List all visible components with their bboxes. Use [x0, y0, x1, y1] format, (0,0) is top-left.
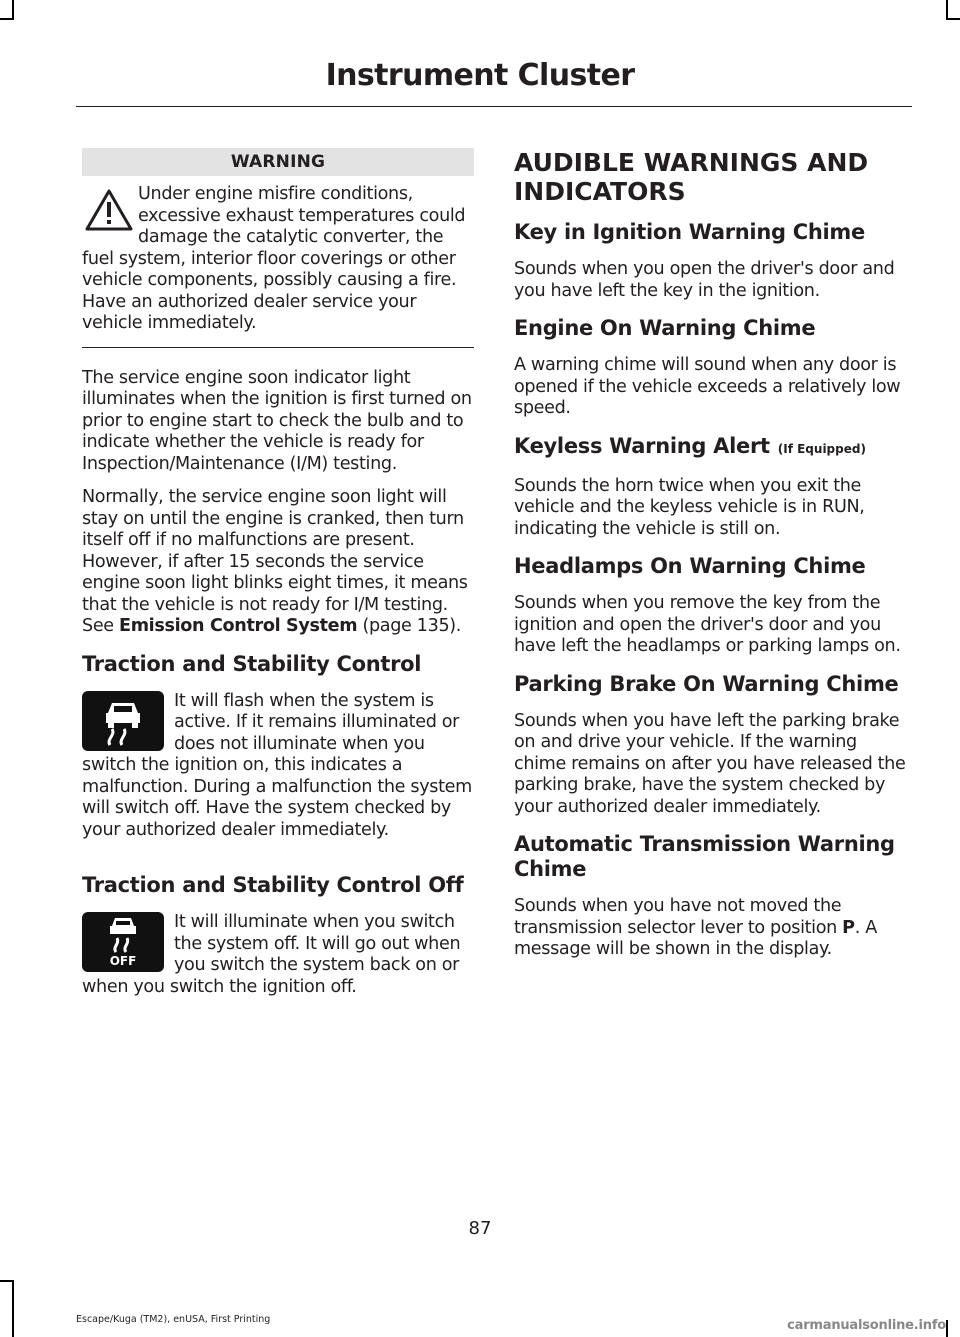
emission-control-link[interactable]: Emission Control System	[119, 616, 358, 636]
warning-heading: WARNING	[82, 148, 474, 176]
right-column	[514, 148, 910, 973]
crop-mark	[0, 18, 14, 20]
crop-mark	[12, 0, 14, 18]
chime-text: Sounds when you have left the parking brake on and drive your vehicle. If the warning chime remains on after you have released the parking brake, have the system checked by your authorized dealer immediately.	[514, 710, 906, 817]
chime-heading	[514, 554, 910, 579]
service-engine-paragraph-1: The service engine soon indicator light illuminates when the ignition is first turned on prior to engine start to check the bulb and to indicate whether the vehicle is ready for Inspection/Maintenance (I/M) testing.	[82, 367, 472, 474]
header-rule	[76, 106, 912, 107]
crop-mark	[12, 1280, 14, 1337]
traction-off-heading: Traction and Stability Control Off	[82, 873, 464, 897]
heading-text: Keyless Warning Alert	[514, 433, 770, 458]
watermark: carmanualsonline.info	[787, 1318, 946, 1333]
service-engine-paragraph-2	[82, 487, 474, 638]
crop-mark	[946, 1320, 948, 1337]
text-part: Sounds when you have not moved the transmission selector lever to position	[514, 896, 842, 938]
chime-heading	[514, 672, 910, 697]
text-part: . A message will be shown in the display.	[514, 917, 877, 959]
chime-text: Sounds when you open the driver's door and you have left the key in the ignition.	[514, 259, 895, 301]
traction-control-icon	[82, 691, 164, 751]
page-header	[0, 58, 960, 93]
heading-text: Parking Brake On Warning Chime	[514, 671, 899, 696]
chime-text: A warning chime will sound when any door is opened if the vehicle exceeds a relatively low speed.	[514, 355, 901, 418]
traction-control-off-icon	[82, 912, 164, 972]
traction-off-section	[82, 912, 474, 1010]
heading-text: Engine On Warning Chime	[514, 316, 816, 340]
crop-mark	[946, 0, 948, 18]
chime-text: Sounds when you remove the key from the ignition and open the driver's door and you have left the headlamps or parking lamps on.	[514, 593, 901, 656]
crop-mark	[0, 1280, 14, 1282]
heading-text: Key in Ignition Warning Chime	[514, 220, 865, 244]
section-title: AUDIBLE WARNINGS AND INDICATORS	[514, 148, 869, 206]
position-p: P	[842, 917, 855, 938]
warning-triangle-icon	[84, 188, 134, 232]
heading-text: Headlamps On Warning Chime	[514, 554, 866, 578]
page-reference: (page 135).	[362, 616, 462, 636]
chime-heading	[514, 832, 910, 882]
warning-text: Under engine misfire conditions, excessive exhaust temperatures could damage the catalytic converter, the fuel system, interior floor coverings or other vehicle components, possibly causing a fire. Have an authorized dealer service your vehicle immediately.	[82, 184, 466, 333]
crop-mark	[946, 18, 960, 20]
warning-box	[82, 184, 474, 348]
chime-text: Sounds the horn twice when you exit the vehicle and the keyless vehicle is in RUN, indicating the vehicle is still on.	[514, 475, 865, 539]
chime-heading	[514, 220, 910, 245]
chime-heading	[514, 434, 910, 462]
chime-heading	[514, 316, 910, 341]
left-column	[82, 148, 474, 1010]
doc-info: Escape/Kuga (TM2), enUSA, First Printing	[76, 1314, 271, 1325]
page-title: Instrument Cluster	[325, 58, 635, 93]
traction-off-text: It will illuminate when you switch the system off. It will go out when you switch the system back on or when you switch the ignition off.	[82, 912, 461, 997]
traction-text: It will flash when the system is active. If it remains illuminated or does not illuminate when you switch the ignition on, this indicates a malfunction. During a malfunction the system will switch off. Have the system checked by your authorized dealer immediately.	[82, 690, 472, 840]
chime-text	[514, 896, 910, 961]
page-number: 87	[468, 1218, 492, 1239]
off-label: OFF	[109, 954, 137, 968]
traction-section	[82, 691, 474, 854]
if-equipped-note: (If Equipped)	[777, 441, 866, 456]
paragraph-text: Normally, the service engine soon light will stay on until the engine is cranked, then turn itself off if no malfunctions are present. However, if after 15 seconds the service engine soon light blinks eight times, it means that the vehicle is not ready for I/M testing. See	[82, 487, 468, 636]
heading-text: Automatic Transmission Warning Chime	[514, 832, 895, 881]
traction-heading: Traction and Stability Control	[82, 651, 422, 676]
